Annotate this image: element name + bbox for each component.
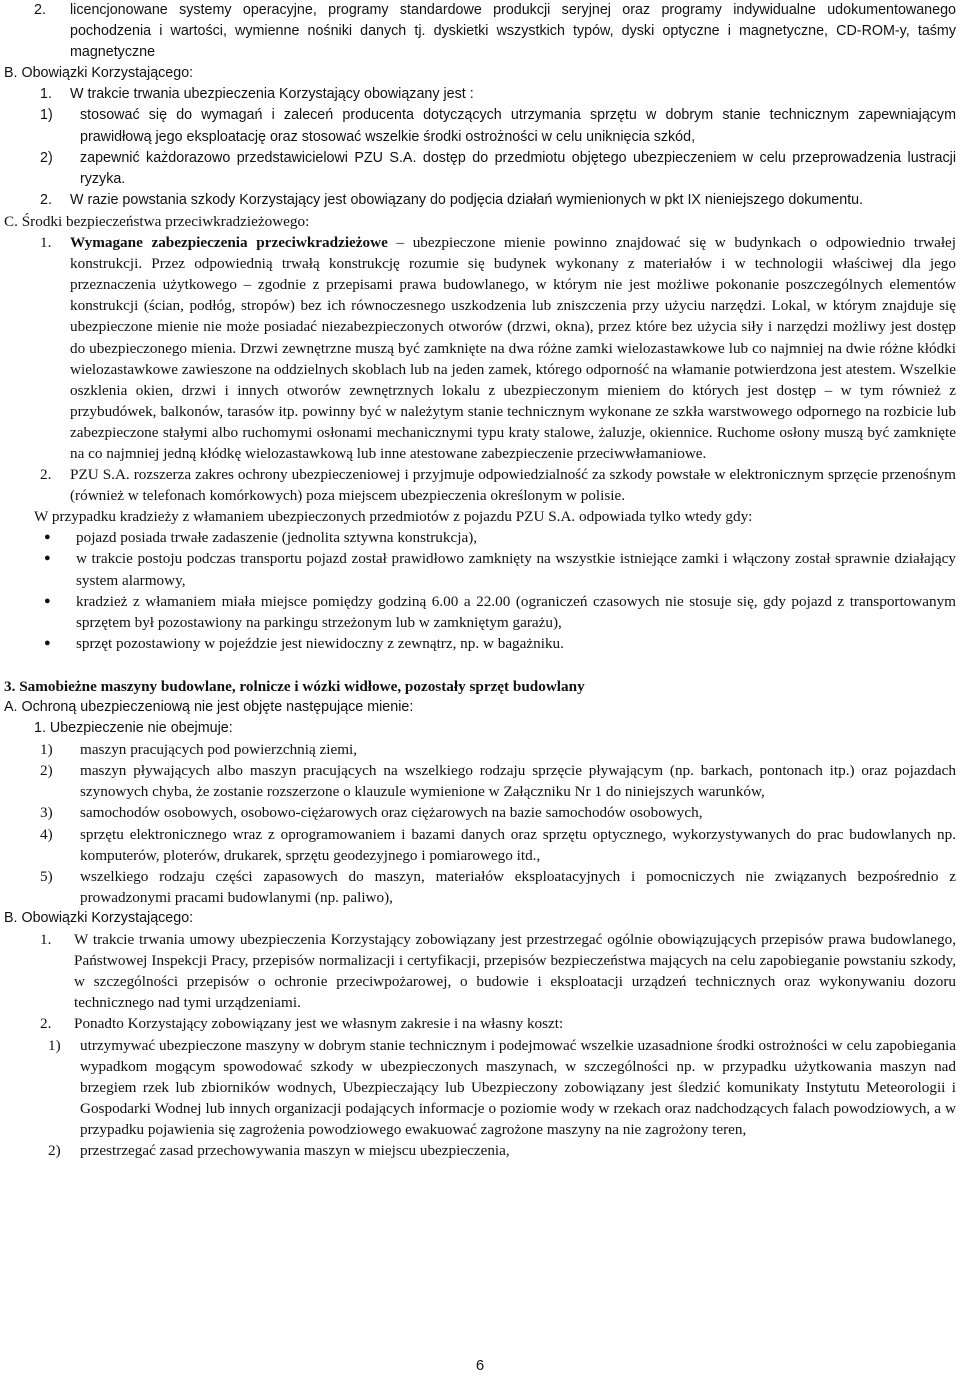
bullet-icon: ● [44, 552, 51, 565]
list-item [40, 232, 956, 464]
item-text: licencjonowane systemy operacyjne, programy standardowe produkcji seryjnej oraz programy indywidualne udokumentowanego pochodzenia i wartości, wymienne nośniki danych tj. dyskietki wszystkich typów, dyski optyczne i magnetyczne, CD-ROM-y, taśmy magnetyczne [70, 2, 956, 61]
item-text: W razie powstania szkody Korzystający jest obowiązany do podjęcia działań wymienionych w pkt IX nieniejszego dokumentu. [70, 191, 864, 208]
item-text: samochodów osobowych, osobowo-ciężarowych oraz ciężarowych na bazie samochodów osobowych, [80, 804, 703, 822]
item-text [70, 232, 956, 464]
list-item [40, 148, 956, 190]
bullet-item [4, 527, 956, 548]
bullet-item [4, 633, 956, 654]
item-text: maszyn pływających albo maszyn pracujących na wszelkiego rodzaju sprzęcie pływającym (np. barkach, pontonach itp.) oraz pojazdach szynowych chyba, że zostanie rozszerzone o klauzule wymienione w Załączniku Nr 1 do niniejszych warunków, [80, 762, 956, 801]
bullet-text: w trakcie postoju podczas transportu pojazd został prawidłowo zamknięty na wszystkie istniejące zamki i włączony został sprawnie działający system alarmowy, [76, 550, 956, 589]
bullet-icon: ● [44, 531, 51, 544]
item-number: 1. [40, 234, 52, 252]
item-text: W trakcie trwania ubezpieczenia Korzystający obowiązany jest : [70, 86, 474, 103]
bullet-item [4, 548, 956, 590]
section-heading: B. Obowiązki Korzystającego: [4, 65, 194, 82]
item-body: – ubezpieczone mienie powinno znajdować się w budynkach o odpowiednio trwałej konstrukcji. Przez odpowiednią trwałą konstrukcję rozumie się budynek wykonany z materiałów i w technologii właściwej dla jego przeznaczenia użytkowego – zgodnie z przepisami prawa budowlanego, w którym nie jest możliwe pokonanie poszczególnych elementów konstrukcji (ścian, podłóg, stropów) bez ich równoczesnego uszkodzenia lub zniszczenia przy użyciu narzędzi. Lokal, w którym znajduje się ubezpieczone mienie nie może posiadać niezabezpieczonych otworów (drzwi, okna), przez które bez użycia siły i narzędzi możliwy jest dostęp do ubezpieczonego mienia. Drzwi zewnętrzne muszą być zamknięte na dwa różne zamki wielozastawkowe lub co najmniej na dwie różne kłódki wielozastawkowe zawieszone na oddzielnych skoblach lub na jeden zamek, którego odporność na włamanie potwierdzona jest atestem. Wszelkie oszklenia okien, drzwi i innych otworów zewnętrznych lokalu z ubezpieczonym mieniem do których jest dostęp – w tym również z przybudówek, balkonów, tarasów itp. powinny być w należytym stanie technicznym wykonane ze szkła warstwowego odpornego na rozbicie lub zabezpieczone stałymi albo ruchomymi osłonami mechanicznymi typu kraty stalowe, żaluzje, okiennice. Ruchome osłony muszą być zamknięte na co najmniej jedną kłódkę wielozastawkową lub inne atestowane zabezpieczenie przeciwwłamaniowe. [70, 234, 957, 462]
item-number: 2. [40, 191, 52, 208]
list-item [40, 190, 956, 211]
item-number: 1. [40, 931, 52, 949]
item-text: stosować się do wymagań i zaleceń producenta dotyczących utrzymania sprzętu w dobrym stanie technicznym zapewniającym prawidłową jego eksploatację oraz stosować wszelkie środki ostrożności w celu uniknięcia szkód, [80, 107, 956, 145]
item-number: 1. [40, 86, 52, 103]
item-number: 2. [34, 2, 46, 18]
item-number: 1) [40, 107, 53, 124]
item-number: 2) [48, 1141, 61, 1159]
list-item [40, 760, 956, 802]
paragraph: W przypadku kradzieży z włamaniem ubezpieczonych przedmiotów z pojazdu PZU S.A. odpowiada tylko wtedy gdy: [34, 508, 753, 526]
list-item [48, 1140, 956, 1161]
list-item [40, 802, 956, 823]
bullet-icon: ● [44, 636, 51, 649]
section-heading: C. Środki bezpieczeństwa przeciwkradzieżowego: [4, 212, 310, 230]
item-text: utrzymywać ubezpieczone maszyny w dobrym stanie technicznym i podejmować wszelkie uzasadnione środki ostrożności w celu zapobiegania wypadkom mogącym spowodować szkody w ubezpieczonych maszynach, w szczególności np. w przypadku użytkowania maszyn nad brzegiem rzek lub zbiorników wodnych, Ubezpieczający lub Ubezpieczony zobowiązany jest śledzić komunikaty Instytutu Meteorologii i Gospodarki Wodnej lub innych organizacji podających informacje o poziomie wody w rzekach oraz nadchodzących falach powodziowych, a w przypadku pojawienia się zagrożenia powodziowego ewakuować zagrożone maszyny na nie zagrożony teren, [80, 1036, 956, 1138]
item-number: 3) [40, 804, 53, 822]
bullet-icon: ● [44, 594, 51, 607]
section-title: 3. Samobieżne maszyny budowlane, rolnicze i wózki widłowe, pozostały sprzęt budowlany [4, 677, 585, 695]
list-item [40, 464, 956, 506]
list-item [40, 824, 956, 866]
bullet-text: pojazd posiada trwałe zadaszenie (jednolita sztywna konstrukcja), [76, 529, 478, 547]
page-number: 6 [475, 1357, 485, 1374]
item-number: 1) [48, 1036, 61, 1054]
item-text: sprzętu elektronicznego wraz z oprogramowaniem i bazami danych oraz sprzętu optycznego, wykorzystywanych do prac budowlanych np. komputerów, ploterów, drukarek, sprzętu geodezyjnego i pomiarowego itd., [80, 825, 956, 864]
item-text: maszyn pracujących pod powierzchnią ziemi, [80, 741, 358, 759]
item-text: przestrzegać zasad przechowywania maszyn w miejscu ubezpieczenia, [80, 1141, 510, 1159]
paragraph: 1. Ubezpieczenie nie obejmuje: [34, 720, 233, 737]
list-item [48, 1035, 956, 1140]
section-heading: A. Ochroną ubezpieczeniową nie jest objęte następujące mienie: [4, 699, 414, 715]
item-text: W trakcie trwania umowy ubezpieczenia Korzystający zobowiązany jest przestrzegać ogólnie obowiązujących przepisów prawa budowlanego, Państwowej Inspekcji Pracy, przepisów normalizacji i certyfikacji, przepisów bezpieczeństwa mających na celu zapobieganie powstaniu szkody, w szczególności przepisów o ochronie przeciwpożarowej, o budowie i eksploatacji urządzeń technicznych oraz wykonywaniu dozoru technicznego nad tymi urządzeniami. [74, 931, 956, 1012]
item-number: 2. [40, 466, 52, 484]
list-item [40, 84, 956, 105]
bold-phrase: Wymagane zabezpieczenia przeciwkradzieżowe [70, 234, 388, 252]
bullet-text: kradzież z włamaniem miała miejsce pomiędzy godziną 6.00 a 22.00 (ograniczeń czasowych nie stosuje się, gdy pojazd z transportowanym sprzętem był pozostawiony na parkingu strzeżonym lub w zamkniętym garażu), [76, 592, 956, 631]
list-item [34, 0, 956, 63]
bullet-item [4, 591, 956, 633]
list-item [40, 105, 956, 147]
list-item [40, 1013, 956, 1034]
list-item [40, 929, 956, 1013]
list-item [40, 866, 956, 908]
item-text: wszelkiego rodzaju części zapasowych do maszyn, materiałów eksploatacyjnych i pomocniczych nie związanych bezpośrednio z prowadzonymi pracami budowlanymi (np. paliwo), [80, 867, 956, 906]
item-number: 2) [40, 149, 53, 166]
item-text: Ponadto Korzystający zobowiązany jest we własnym zakresie i na własny koszt: [74, 1015, 564, 1033]
item-number: 5) [40, 867, 53, 885]
list-item [40, 739, 956, 760]
item-text: zapewnić każdorazowo przedstawicielowi PZU S.A. dostęp do przedmiotu objętego ubezpieczeniem w celu przeprowadzenia lustracji ryzyka. [80, 149, 956, 187]
bullet-text: sprzęt pozostawiony w pojeździe jest niewidoczny z zewnątrz, np. w bagażniku. [76, 634, 564, 652]
item-text: PZU S.A. rozszerza zakres ochrony ubezpieczeniowej i przyjmuje odpowiedzialność za szkody powstałe w elektronicznym sprzęcie przenośnym (również w telefonach komórkowych) poza miejscem ubezpieczenia określonym w polisie. [70, 466, 956, 505]
section-heading: B. Obowiązki Korzystającego: [4, 909, 194, 926]
item-number: 1) [40, 741, 53, 759]
item-number: 2) [40, 762, 53, 780]
item-number: 2. [40, 1015, 52, 1033]
item-number: 4) [40, 825, 53, 843]
